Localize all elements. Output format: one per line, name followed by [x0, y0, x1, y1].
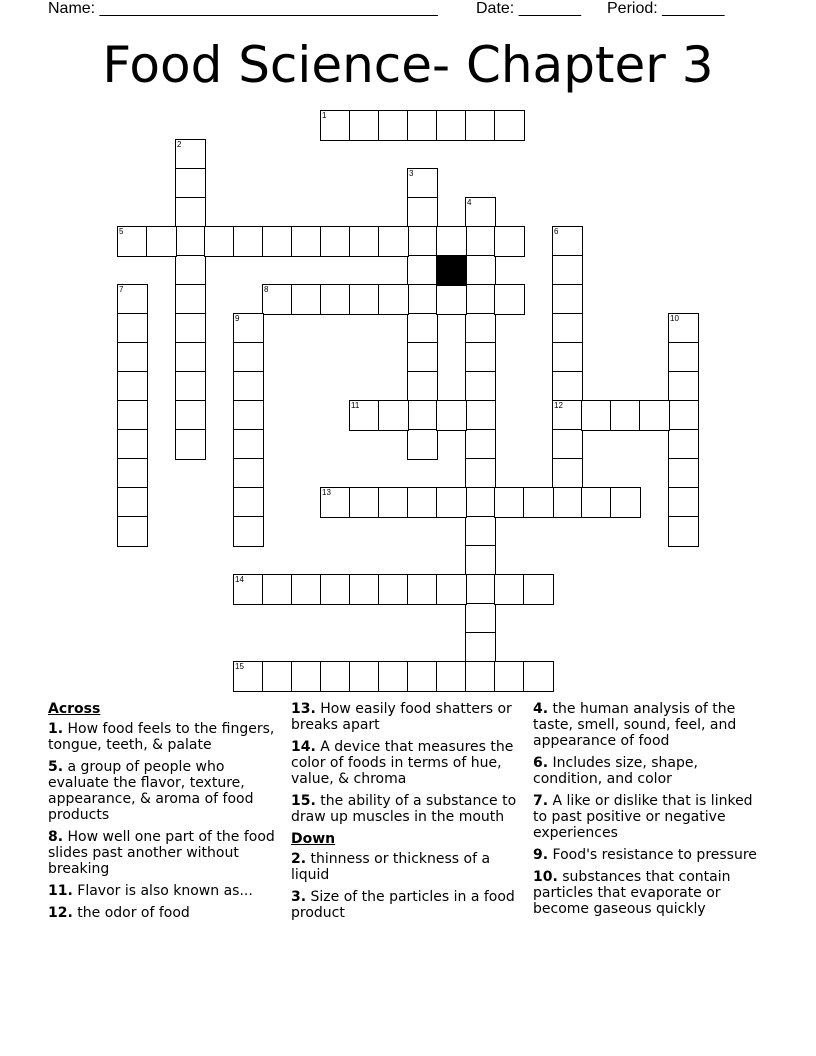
- grid-cell[interactable]: [320, 226, 351, 257]
- grid-cell[interactable]: [175, 371, 206, 402]
- grid-cell[interactable]: [639, 400, 670, 431]
- grid-cell[interactable]: [175, 168, 206, 199]
- across-heading: Across: [48, 701, 101, 717]
- grid-cell[interactable]: [552, 458, 583, 489]
- grid-cell[interactable]: [465, 603, 496, 634]
- clue-number: 10.: [533, 869, 558, 885]
- grid-cell[interactable]: [436, 284, 467, 315]
- clue-text: How easily food shatters or breaks apart: [291, 701, 512, 733]
- grid-cell[interactable]: [465, 458, 496, 489]
- grid-cell[interactable]: [407, 371, 438, 402]
- clue-text: A device that measures the color of foods in terms of hue, value, & chroma: [291, 739, 514, 787]
- grid-cell[interactable]: [494, 226, 525, 257]
- clue-number: 11.: [48, 883, 73, 899]
- down-clue: [533, 755, 765, 787]
- grid-cell[interactable]: [378, 574, 409, 605]
- across-clue: [291, 701, 527, 733]
- grid-cell[interactable]: [552, 371, 583, 402]
- grid-cell[interactable]: [407, 226, 438, 257]
- grid-cell[interactable]: [117, 226, 148, 257]
- grid-cell[interactable]: [552, 429, 583, 460]
- clue-number-label: 2: [177, 140, 182, 149]
- grid-cell[interactable]: [117, 313, 148, 344]
- grid-cell[interactable]: [378, 661, 409, 692]
- grid-cell[interactable]: [552, 255, 583, 286]
- grid-cell[interactable]: [523, 487, 554, 518]
- clue-text: Includes size, shape, condition, and color: [533, 755, 698, 787]
- grid-cell[interactable]: [465, 313, 496, 344]
- grid-cell[interactable]: [465, 516, 496, 547]
- down-heading: Down: [291, 831, 336, 847]
- clue-number: 13.: [291, 701, 316, 717]
- clue-number: 9.: [533, 847, 549, 863]
- clue-number-label: 13: [322, 488, 331, 497]
- grid-cell[interactable]: [320, 487, 351, 518]
- grid-cell[interactable]: [262, 226, 293, 257]
- grid-cell[interactable]: [378, 284, 409, 315]
- clue-number: 12.: [48, 905, 73, 921]
- clue-number: 2.: [291, 851, 307, 867]
- grid-cell[interactable]: [523, 574, 554, 605]
- grid-cell[interactable]: [407, 313, 438, 344]
- grid-cell[interactable]: [175, 342, 206, 373]
- grid-cell[interactable]: [349, 226, 380, 257]
- grid-cell[interactable]: [465, 400, 496, 431]
- period-field[interactable]: Period: _______: [607, 0, 725, 17]
- grid-cell[interactable]: [668, 516, 699, 547]
- grid-cell[interactable]: [146, 226, 177, 257]
- grid-cell[interactable]: [320, 284, 351, 315]
- grid-cell[interactable]: [175, 284, 206, 315]
- grid-cell[interactable]: [407, 255, 438, 286]
- grid-cell[interactable]: [407, 284, 438, 315]
- grid-cell[interactable]: [175, 139, 206, 170]
- grid-cell[interactable]: [233, 226, 264, 257]
- grid-cell[interactable]: [233, 342, 264, 373]
- grid-cell[interactable]: [494, 110, 525, 141]
- clue-number-label: 5: [119, 227, 124, 236]
- grid-cell[interactable]: [407, 574, 438, 605]
- grid-cell[interactable]: [407, 661, 438, 692]
- clue-number-label: 11: [351, 401, 360, 410]
- grid-cell[interactable]: [465, 284, 496, 315]
- grid-cell[interactable]: [407, 400, 438, 431]
- grid-cell[interactable]: [668, 342, 699, 373]
- grid-cell[interactable]: [494, 487, 525, 518]
- across-clue: [48, 829, 280, 877]
- grid-cell[interactable]: [233, 487, 264, 518]
- clue-number: 8.: [48, 829, 64, 845]
- clue-text: the ability of a substance to draw up muscles in the mouth: [291, 793, 517, 825]
- grid-cell[interactable]: [233, 516, 264, 547]
- grid-cell[interactable]: [378, 110, 409, 141]
- clue-number-label: 10: [670, 314, 679, 323]
- grid-cell[interactable]: [233, 371, 264, 402]
- grid-cell[interactable]: [175, 226, 206, 257]
- name-field[interactable]: Name: ______________________________________: [48, 0, 438, 17]
- grid-cell[interactable]: [233, 313, 264, 344]
- grid-cell[interactable]: [262, 574, 293, 605]
- grid-cell[interactable]: [349, 574, 380, 605]
- across-clue: [291, 739, 527, 787]
- clue-text: substances that contain particles that evaporate or become gaseous quickly: [533, 869, 731, 917]
- grid-cell[interactable]: [494, 574, 525, 605]
- grid-cell[interactable]: [378, 400, 409, 431]
- clue-text: Food's resistance to pressure: [552, 847, 757, 863]
- grid-cell[interactable]: [117, 371, 148, 402]
- grid-cell[interactable]: [233, 458, 264, 489]
- grid-cell[interactable]: [175, 255, 206, 286]
- grid-cell[interactable]: [349, 400, 380, 431]
- grid-cell[interactable]: [233, 574, 264, 605]
- grid-cell[interactable]: [233, 429, 264, 460]
- grid-cell[interactable]: [233, 661, 264, 692]
- clue-number-label: 4: [467, 198, 472, 207]
- grid-cell[interactable]: [465, 545, 496, 576]
- clue-number: 3.: [291, 889, 307, 905]
- grid-cell[interactable]: [494, 284, 525, 315]
- grid-cell[interactable]: [552, 284, 583, 315]
- grid-cell[interactable]: [378, 487, 409, 518]
- grid-cell[interactable]: [175, 400, 206, 431]
- clue-number-label: 9: [235, 314, 240, 323]
- grid-cell[interactable]: [378, 226, 409, 257]
- grid-cell[interactable]: [465, 110, 496, 141]
- grid-cell[interactable]: [581, 487, 612, 518]
- grid-cell[interactable]: [349, 110, 380, 141]
- grid-cell[interactable]: [204, 226, 235, 257]
- clue-column-2: [291, 701, 527, 951]
- clue-number-label: 1: [322, 111, 327, 120]
- clue-text: a group of people who evaluate the flavor, texture, appearance, & aroma of food products: [48, 759, 254, 823]
- grid-cell[interactable]: [668, 458, 699, 489]
- grid-cell[interactable]: [175, 429, 206, 460]
- grid-cell[interactable]: [436, 661, 467, 692]
- grid-cell[interactable]: [552, 400, 583, 431]
- grid-cell[interactable]: [407, 168, 438, 199]
- grid-cell[interactable]: [175, 197, 206, 228]
- grid-cell[interactable]: [349, 487, 380, 518]
- clue-text: Flavor is also known as...: [77, 883, 253, 899]
- clue-column-1: [48, 701, 280, 951]
- clue-number-label: 6: [554, 227, 559, 236]
- black-cell: [436, 255, 467, 286]
- grid-cell[interactable]: [465, 429, 496, 460]
- clue-text: A like or dislike that is linked to past positive or negative experiences: [533, 793, 753, 841]
- grid-cell[interactable]: [552, 226, 583, 257]
- clue-number-label: 8: [264, 285, 269, 294]
- clue-text: How food feels to the fingers, tongue, teeth, & palate: [48, 721, 275, 753]
- clue-number: 5.: [48, 759, 64, 775]
- grid-cell[interactable]: [436, 400, 467, 431]
- grid-cell[interactable]: [320, 110, 351, 141]
- clue-number-label: 7: [119, 285, 124, 294]
- grid-cell[interactable]: [465, 371, 496, 402]
- grid-cell[interactable]: [436, 574, 467, 605]
- grid-cell[interactable]: [436, 226, 467, 257]
- grid-cell[interactable]: [552, 313, 583, 344]
- clue-text: thinness or thickness of a liquid: [291, 851, 491, 883]
- down-clue: [533, 869, 765, 917]
- grid-cell[interactable]: [465, 487, 496, 518]
- grid-cell[interactable]: [117, 400, 148, 431]
- clue-text: Size of the particles in a food product: [291, 889, 515, 921]
- grid-cell[interactable]: [291, 661, 322, 692]
- grid-cell[interactable]: [117, 342, 148, 373]
- clue-number: 7.: [533, 793, 549, 809]
- grid-cell[interactable]: [668, 371, 699, 402]
- down-clue: [533, 793, 765, 841]
- grid-cell[interactable]: [117, 516, 148, 547]
- across-clue: [48, 721, 280, 753]
- grid-cell[interactable]: [407, 487, 438, 518]
- grid-cell[interactable]: [349, 661, 380, 692]
- grid-cell[interactable]: [465, 661, 496, 692]
- grid-cell[interactable]: [610, 400, 641, 431]
- grid-cell[interactable]: [291, 574, 322, 605]
- clue-number-label: 15: [235, 662, 244, 671]
- grid-cell[interactable]: [610, 487, 641, 518]
- clue-text: How well one part of the food slides past another without breaking: [48, 829, 275, 877]
- grid-cell[interactable]: [465, 342, 496, 373]
- grid-cell[interactable]: [407, 197, 438, 228]
- clue-number: 1.: [48, 721, 64, 737]
- grid-cell[interactable]: [291, 284, 322, 315]
- grid-cell[interactable]: [291, 226, 322, 257]
- grid-cell[interactable]: [523, 661, 554, 692]
- across-clue: [48, 883, 280, 899]
- grid-cell[interactable]: [117, 458, 148, 489]
- grid-cell[interactable]: [668, 313, 699, 344]
- clue-text: the odor of food: [77, 905, 190, 921]
- down-clue: [291, 851, 527, 883]
- clue-text: the human analysis of the taste, smell, sound, feel, and appearance of food: [533, 701, 737, 749]
- down-clue: [533, 701, 765, 749]
- grid-cell[interactable]: [407, 429, 438, 460]
- grid-cell[interactable]: [552, 487, 583, 518]
- clue-number: 6.: [533, 755, 549, 771]
- across-clue: [291, 793, 527, 825]
- grid-cell[interactable]: [436, 110, 467, 141]
- across-clue: [48, 905, 280, 921]
- grid-cell[interactable]: [668, 487, 699, 518]
- grid-cell[interactable]: [262, 284, 293, 315]
- grid-cell[interactable]: [233, 400, 264, 431]
- grid-cell[interactable]: [465, 197, 496, 228]
- grid-cell[interactable]: [465, 574, 496, 605]
- clue-number: 15.: [291, 793, 316, 809]
- page-title: Food Science- Chapter 3: [102, 36, 714, 94]
- grid-cell[interactable]: [349, 284, 380, 315]
- grid-cell[interactable]: [436, 487, 467, 518]
- clue-number: 14.: [291, 739, 316, 755]
- down-clue: [291, 889, 527, 921]
- down-clue: [533, 847, 765, 863]
- grid-cell[interactable]: [465, 226, 496, 257]
- clue-number: 4.: [533, 701, 549, 717]
- grid-cell[interactable]: [668, 400, 699, 431]
- grid-cell[interactable]: [117, 429, 148, 460]
- grid-cell[interactable]: [581, 400, 612, 431]
- grid-cell[interactable]: [552, 342, 583, 373]
- grid-cell[interactable]: [407, 110, 438, 141]
- grid-cell[interactable]: [494, 661, 525, 692]
- grid-cell[interactable]: [117, 284, 148, 315]
- clue-number-label: 14: [235, 575, 244, 584]
- date-field[interactable]: Date: _______: [476, 0, 581, 17]
- grid-cell[interactable]: [407, 342, 438, 373]
- grid-cell[interactable]: [320, 574, 351, 605]
- clue-number-label: 12: [554, 401, 563, 410]
- grid-cell[interactable]: [175, 313, 206, 344]
- grid-cell[interactable]: [262, 661, 293, 692]
- grid-cell[interactable]: [465, 255, 496, 286]
- clue-number-label: 3: [409, 169, 414, 178]
- clue-column-3: [533, 701, 765, 951]
- grid-cell[interactable]: [320, 661, 351, 692]
- grid-cell[interactable]: [117, 487, 148, 518]
- grid-cell[interactable]: [465, 632, 496, 663]
- grid-cell[interactable]: [668, 429, 699, 460]
- across-clue: [48, 759, 280, 823]
